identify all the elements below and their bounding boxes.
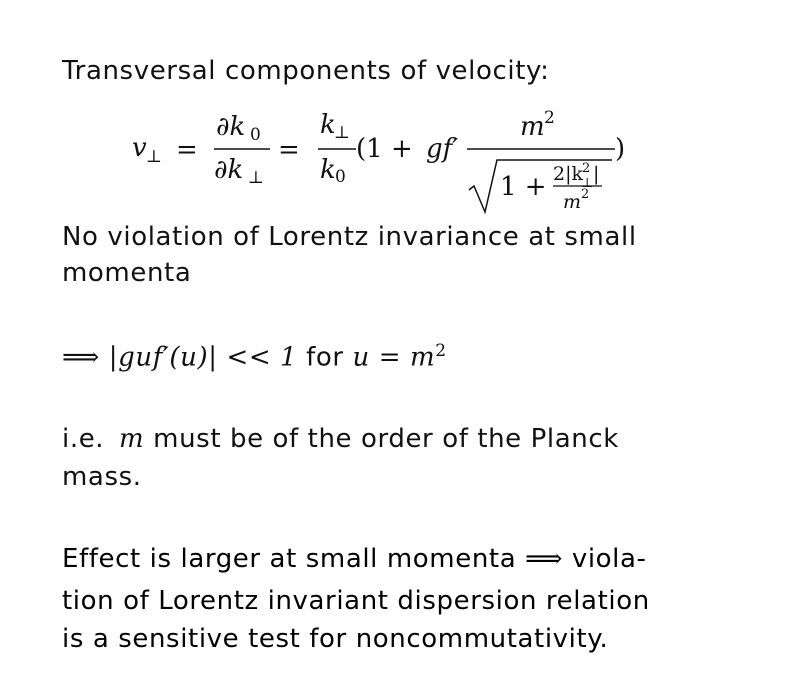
condition-u: u: [352, 342, 370, 373]
svg-text:m: m: [563, 191, 582, 213]
condition-for: for: [297, 342, 353, 373]
para1-line2: momenta: [62, 258, 192, 288]
svg-text:⊥: ⊥: [146, 147, 162, 167]
para2-line1: [62, 426, 619, 452]
condition-exp: 2: [435, 341, 447, 361]
svg-text:⊥: ⊥: [334, 123, 350, 143]
svg-text:0: 0: [250, 125, 261, 145]
svg-text:2|k: 2|k: [553, 163, 584, 185]
svg-text:=: =: [176, 135, 198, 165]
condition-m: m: [410, 342, 436, 373]
para3-line1: [62, 546, 647, 572]
svg-text:v: v: [132, 133, 147, 163]
para2-rest: must be of the order of the Planck: [144, 424, 619, 454]
svg-text:⊥: ⊥: [248, 168, 264, 188]
svg-text:k: k: [320, 110, 336, 140]
svg-text:=: =: [278, 135, 300, 165]
condition-expression: |guf′(u)| << 1: [108, 342, 298, 373]
svg-text:2: 2: [581, 187, 590, 202]
svg-text:m: m: [520, 112, 545, 142]
para2-m: m: [119, 424, 145, 454]
svg-text:2: 2: [582, 161, 591, 176]
svg-text:gf′: gf′: [426, 134, 459, 164]
heading-text: Transversal components of velocity:: [62, 56, 550, 86]
condition-eq: =: [369, 342, 411, 373]
para3-arrow-icon: ⟹: [525, 544, 563, 574]
para2-ie: i.e.: [62, 424, 105, 454]
para3-line1-a: Effect is larger at small momenta: [62, 544, 526, 574]
svg-text:|: |: [593, 163, 600, 185]
svg-text:(1 +: (1 +: [356, 134, 413, 164]
svg-text:2: 2: [544, 108, 555, 128]
svg-text:∂k: ∂k: [216, 112, 246, 142]
svg-text:∂k: ∂k: [214, 155, 244, 185]
svg-text:⊥: ⊥: [581, 176, 594, 191]
para3-line1-b: viola-: [562, 544, 647, 574]
svg-text:1 +: 1 +: [500, 172, 547, 202]
para2-line2: mass.: [62, 462, 142, 492]
svg-text:k: k: [320, 155, 336, 185]
implies-arrow-icon: ⟹: [62, 342, 100, 373]
para3-line2: tion of Lorentz invariant dispersion relation: [62, 586, 650, 616]
condition-line: [62, 343, 447, 371]
svg-text:): ): [615, 134, 626, 164]
para3-line3: is a sensitive test for noncommutativity.: [62, 624, 609, 654]
para1-line1: No violation of Lorentz invariance at small: [62, 222, 637, 252]
svg-text:0: 0: [335, 167, 346, 187]
